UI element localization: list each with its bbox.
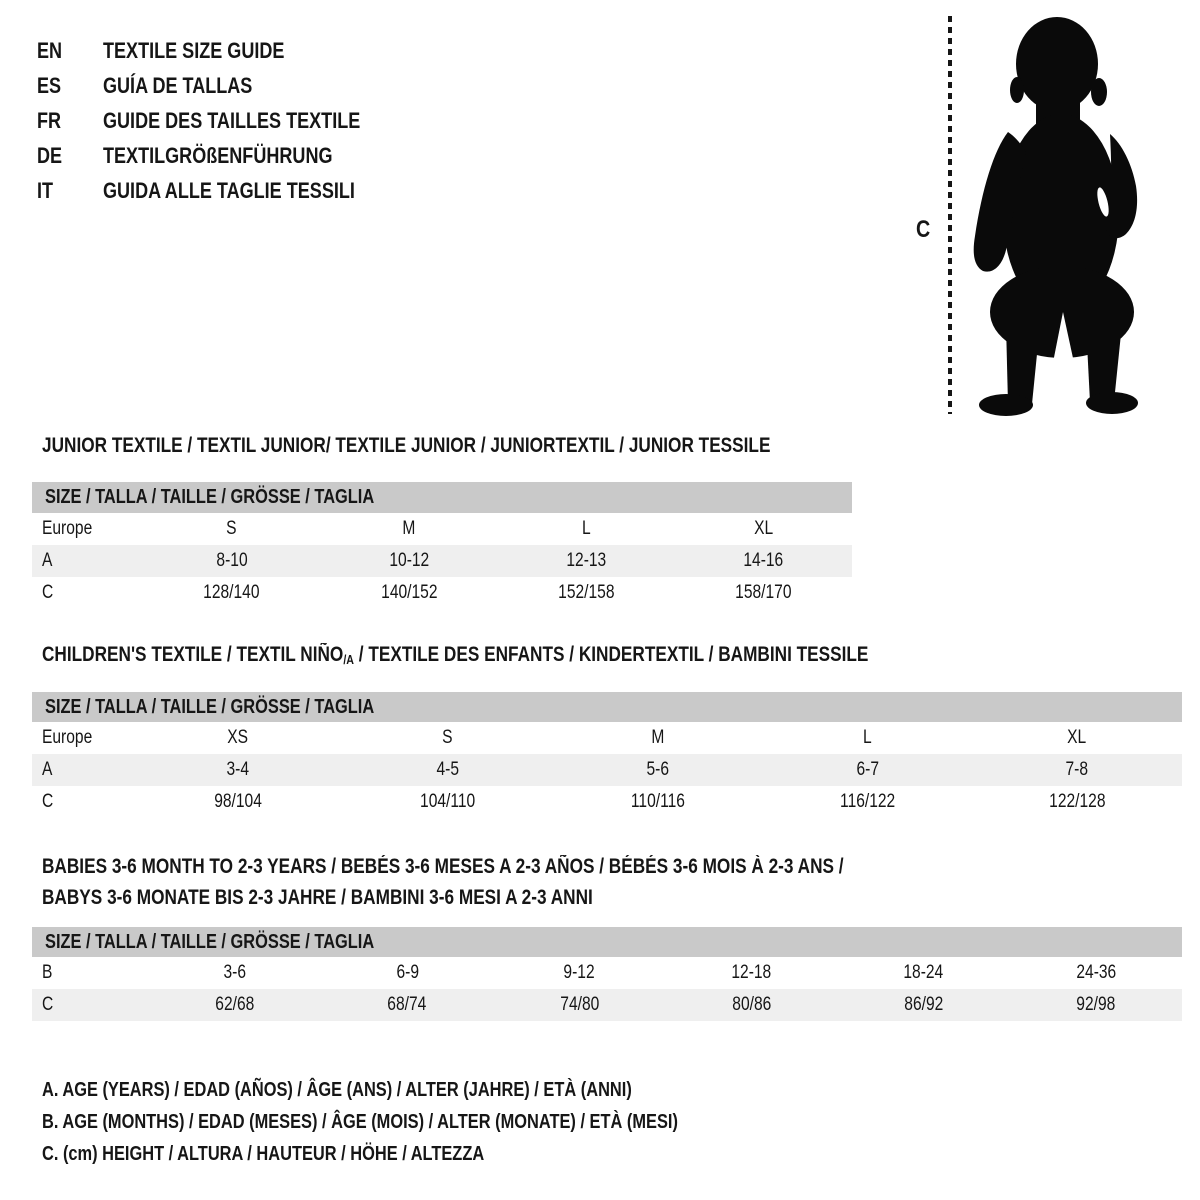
table-row	[32, 513, 852, 545]
table-row	[32, 577, 852, 609]
babies-title-line2: BABYS 3-6 MONATE BIS 2-3 JAHRE / BAMBINI 3-6 MESI A 2-3 ANNI	[42, 886, 593, 909]
babies-size-table	[32, 927, 1182, 1021]
row-label: Europe	[42, 518, 93, 539]
row-label: Europe	[42, 727, 93, 748]
babies-section-title	[42, 851, 1020, 913]
table-cell: 3-6	[223, 962, 247, 983]
height-c-label: C	[916, 216, 931, 243]
table-cell: 62/68	[215, 994, 255, 1015]
table-row	[32, 957, 1182, 989]
table-cell: 12-18	[731, 962, 772, 983]
table-row	[32, 545, 852, 577]
legend-line-c: C. (cm) HEIGHT / ALTURA / HAUTEUR / HÖHE / ALTEZZA	[42, 1143, 485, 1165]
language-code: FR	[37, 107, 62, 133]
table-row	[32, 722, 1182, 754]
children-section-title	[42, 643, 1050, 667]
language-code: DE	[37, 142, 63, 168]
table-cell: 122/128	[1048, 791, 1106, 812]
table-cell: 128/140	[203, 582, 260, 603]
table-cell: L	[581, 518, 591, 539]
list-item	[37, 138, 417, 173]
language-code: ES	[37, 72, 62, 98]
guide-title: GUIDE DES TAILLES TEXTILE	[103, 107, 361, 133]
language-code: IT	[37, 177, 54, 203]
junior-section-title-text: JUNIOR TEXTILE / TEXTIL JUNIOR/ TEXTILE JUNIOR / JUNIORTEXTIL / JUNIOR TESSILE	[42, 434, 771, 457]
table-cell: 152/158	[557, 582, 615, 603]
guide-title: TEXTILGRÖßENFÜHRUNG	[103, 142, 333, 168]
list-item	[37, 173, 417, 208]
table-cell: 9-12	[563, 962, 596, 983]
table-cell: XL	[1067, 727, 1087, 748]
table-cell: 104/110	[420, 791, 476, 812]
table-cell: 74/80	[559, 994, 599, 1015]
table-cell: 158/170	[735, 582, 792, 603]
guide-title: GUIDA ALLE TAGLIE TESSILI	[103, 177, 355, 203]
table-cell: 12-13	[566, 550, 607, 571]
legend-line-a: A. AGE (YEARS) / EDAD (AÑOS) / ÂGE (ANS) / ALTER (JAHRE) / ETÀ (ANNI)	[42, 1079, 632, 1101]
junior-section-title	[42, 434, 930, 458]
table-cell: M	[402, 518, 416, 539]
table-row	[32, 786, 1182, 818]
table-header-label: SIZE / TALLA / TAILLE / GRÖSSE / TAGLIA	[45, 930, 375, 953]
toddler-silhouette	[962, 14, 1138, 418]
table-cell: S	[226, 518, 237, 539]
table-cell: M	[651, 727, 664, 748]
table-cell: 140/152	[380, 582, 438, 603]
table-header-label: SIZE / TALLA / TAILLE / GRÖSSE / TAGLIA	[45, 486, 375, 508]
table-cell: L	[862, 727, 872, 748]
table-cell: 98/104	[214, 791, 262, 812]
table-cell: 4-5	[436, 759, 459, 780]
babies-title-line1: BABIES 3-6 MONTH TO 2-3 YEARS / BEBÉS 3-6 MESES A 2-3 AÑOS / BÉBÉS 3-6 MOIS À 2-3 ANS /	[42, 855, 844, 878]
table-cell: 7-8	[1065, 759, 1089, 780]
guide-title: TEXTILE SIZE GUIDE	[103, 37, 285, 63]
row-label: C	[42, 791, 54, 812]
children-title-prefix: CHILDREN'S TEXTILE / TEXTIL NIÑO	[42, 643, 344, 666]
table-cell: 110/116	[630, 791, 685, 812]
junior-size-table	[32, 482, 852, 609]
height-measure-dashed-line	[948, 16, 952, 414]
table-cell: 116/122	[839, 791, 895, 812]
list-item	[37, 103, 417, 138]
table-cell: 92/98	[1076, 994, 1116, 1015]
table-cell: 14-16	[743, 550, 784, 571]
children-title-subscript: /A	[343, 652, 354, 667]
table-header	[32, 692, 1182, 722]
table-header	[32, 482, 852, 513]
list-item	[37, 33, 417, 68]
table-cell: 68/74	[387, 994, 427, 1015]
table-cell: 8-10	[216, 550, 248, 571]
language-title-list	[37, 33, 417, 208]
table-cell: 86/92	[904, 994, 944, 1015]
table-cell: S	[442, 727, 453, 748]
legend-line-b: B. AGE (MONTHS) / EDAD (MESES) / ÂGE (MOIS) / ALTER (MONATE) / ETÀ (MESI)	[42, 1111, 678, 1133]
table-header-label: SIZE / TALLA / TAILLE / GRÖSSE / TAGLIA	[45, 695, 375, 718]
children-title-suffix: / TEXTILE DES ENFANTS / KINDERTEXTIL / BAMBINI TESSILE	[353, 643, 869, 666]
table-cell: 5-6	[646, 759, 669, 780]
measurement-legend	[42, 1074, 818, 1170]
table-cell: 6-7	[856, 759, 879, 780]
row-label: C	[42, 994, 54, 1015]
table-cell: 6-9	[395, 962, 419, 983]
row-label: A	[42, 550, 53, 571]
row-label: B	[42, 962, 53, 983]
guide-title: GUÍA DE TALLAS	[103, 72, 253, 98]
children-size-table	[32, 692, 1182, 818]
table-cell: 80/86	[732, 994, 772, 1015]
table-row	[32, 754, 1182, 786]
table-cell: XS	[227, 727, 249, 748]
row-label: A	[42, 759, 53, 780]
list-item	[37, 68, 417, 103]
table-row	[32, 989, 1182, 1021]
row-label: C	[42, 582, 54, 603]
table-cell: 24-36	[1076, 962, 1116, 983]
table-cell: 10-12	[388, 550, 429, 571]
table-cell: 18-24	[903, 962, 944, 983]
table-cell: XL	[753, 518, 773, 539]
language-code: EN	[37, 37, 63, 63]
table-cell: 3-4	[226, 759, 250, 780]
table-header	[32, 927, 1182, 957]
